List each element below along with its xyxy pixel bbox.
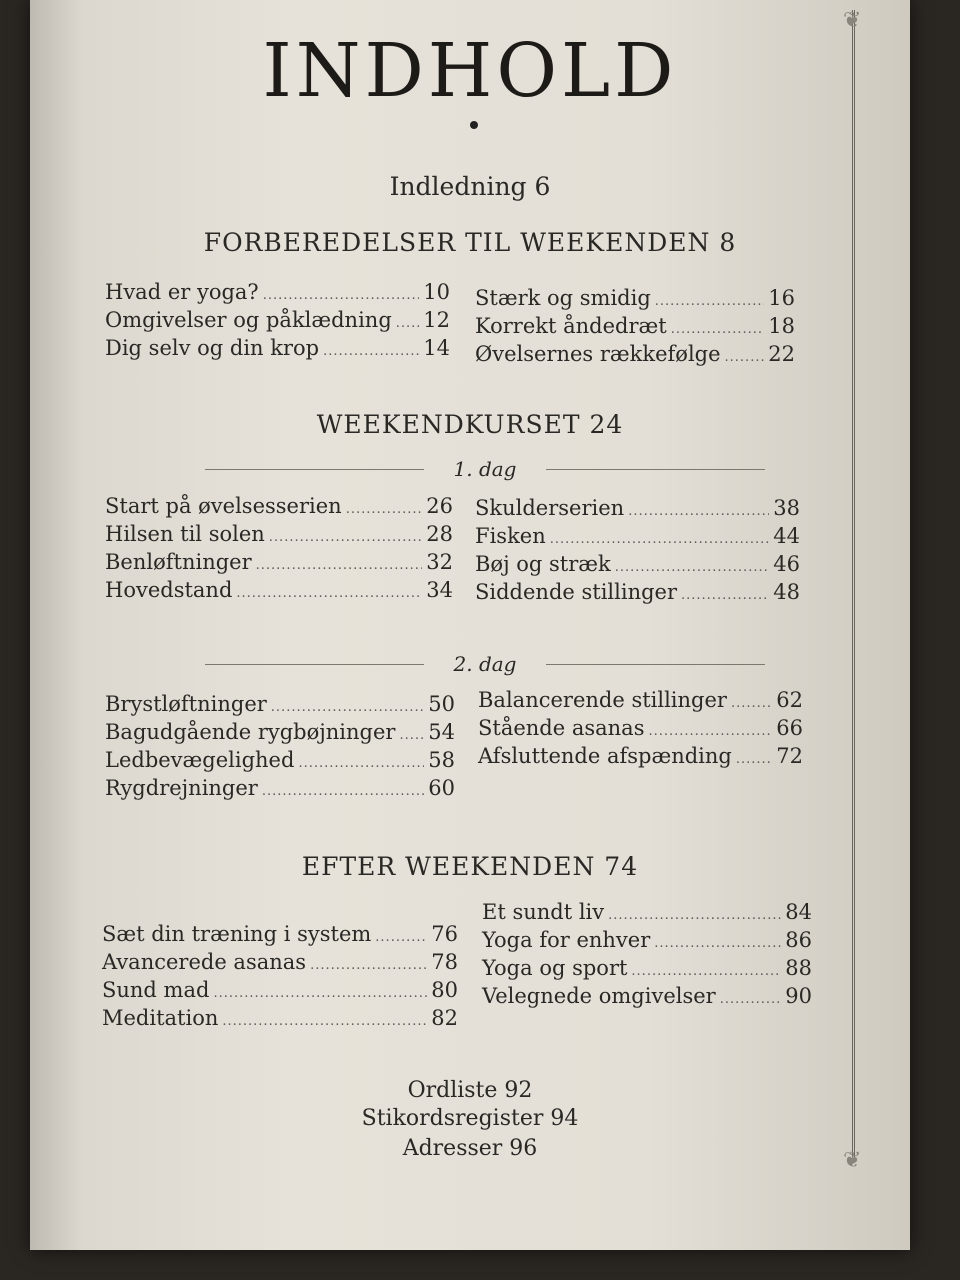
toc-entry [475,524,800,552]
toc-entry-title: Skulderserien [475,496,625,520]
toc-entry-page: 38 [773,496,800,520]
dot-leader [654,936,781,951]
toc-entry-page: 80 [431,978,458,1002]
dot-leader [631,964,781,979]
page-title: INDHOLD [262,28,678,114]
dot-leader [310,958,427,973]
toc-entry-page: 12 [423,308,450,332]
dot-leader [725,350,765,365]
divider-rule [546,469,765,470]
dot-leader [720,992,782,1007]
toc-column-left [105,280,450,364]
toc-entry [105,336,450,364]
toc-column-left [105,494,453,606]
toc-entry [475,286,795,314]
toc-entry [105,280,450,308]
divider-rule [205,469,424,470]
toc-entry-page: 14 [423,336,450,360]
toc-entry-page: 28 [426,522,453,546]
toc-entry [475,342,795,370]
day-label: 1. dag [453,457,517,481]
toc-entry-page: 44 [773,524,800,548]
toc-entry [478,688,803,716]
toc-entry-title: Ledbevægelighed [105,748,295,772]
toc-entry-page: 16 [768,286,795,310]
dot-leader [346,502,423,517]
toc-entry-page: 66 [776,716,803,740]
toc-entry [482,928,812,956]
toc-entry [105,748,455,776]
dot-leader [263,288,420,303]
toc-entry-page: 76 [431,922,458,946]
toc-entry-title: Balancerende stillinger [478,688,727,712]
toc-entry [105,522,453,550]
toc-entry-title: Brystløftninger [105,692,267,716]
day-divider [205,652,765,676]
toc-entry-title: Bagudgående rygbøjninger [105,720,396,744]
toc-entry [482,956,812,984]
dot-leader [213,986,427,1001]
toc-entry-title: Et sundt liv [482,900,605,924]
toc-entry-title: Hilsen til solen [105,522,265,546]
toc-entry-title: Omgivelser og påklædning [105,308,392,332]
toc-entry-page: 60 [428,776,455,800]
dot-leader [736,752,772,767]
toc-back-entry: Ordliste 92 [407,1078,533,1103]
dot-leader [648,724,772,739]
toc-column-right [482,900,812,1012]
toc-back-entry: Adresser 96 [402,1136,538,1161]
toc-entry [482,900,812,928]
dot-leader [236,586,422,601]
dot-leader [298,756,424,771]
toc-entry-page: 10 [423,280,450,304]
toc-entry-title: Stående asanas [478,716,645,740]
toc-entry-title: Øvelsernes rækkefølge [475,342,721,366]
toc-entry [475,314,795,342]
toc-entry [475,496,800,524]
toc-column-right [478,688,803,772]
toc-entry-title: Afsluttende afspænding [478,744,732,768]
dot-leader [396,316,419,331]
dot-leader [375,930,427,945]
toc-entry-page: 34 [426,578,453,602]
toc-entry-title: Bøj og stræk [475,552,611,576]
toc-entry-page: 62 [776,688,803,712]
toc-entry [105,550,453,578]
toc-entry-title: Meditation [102,1006,219,1030]
toc-entry [105,692,455,720]
toc-entry [475,580,800,608]
toc-entry-title: Korrekt åndedræt [475,314,667,338]
toc-entry-title: Hovedstand [105,578,233,602]
toc-entry-page: 82 [431,1006,458,1030]
section-heading: FORBEREDELSER TIL WEEKENDEN 8 [203,228,737,257]
toc-entry-title: Velegnede omgivelser [482,984,716,1008]
toc-entry-title: Sæt din træning i system [102,922,372,946]
day-divider [205,457,765,481]
section-heading: EFTER WEEKENDEN 74 [301,852,639,881]
toc-entry-title: Yoga og sport [482,956,628,980]
dot-leader [608,908,781,923]
toc-entry [105,578,453,606]
toc-entry [102,922,458,950]
toc-entry-page: 58 [428,748,455,772]
toc-entry-title: Siddende stillinger [475,580,678,604]
toc-back-entry: Stikordsregister 94 [361,1106,579,1131]
toc-column-left [105,692,455,804]
toc-entry-title: Stærk og smidig [475,286,651,310]
toc-intro-entry: Indledning 6 [389,172,551,201]
dot-leader [628,504,769,519]
dot-leader [262,784,424,799]
toc-column-right [475,496,800,608]
toc-entry [102,978,458,1006]
toc-entry-page: 90 [785,984,812,1008]
toc-entry-page: 32 [426,550,453,574]
corner-ornament-icon: ❦ [843,8,862,33]
toc-entry-page: 50 [428,692,455,716]
toc-column-left [102,922,458,1034]
toc-entry-page: 26 [426,494,453,518]
toc-entry-title: Benløftninger [105,550,252,574]
toc-entry [478,716,803,744]
dot-leader [323,344,419,359]
dot-leader [550,532,770,547]
toc-entry-title: Start på øvelsesserien [105,494,342,518]
toc-entry [478,744,803,772]
day-label: 2. dag [453,652,517,676]
toc-entry-title: Dig selv og din krop [105,336,320,360]
dot-leader [269,530,422,545]
toc-entry [482,984,812,1012]
divider-rule [205,664,424,665]
toc-entry-title: Rygdrejninger [105,776,258,800]
toc-entry [105,720,455,748]
toc-entry-page: 72 [776,744,803,768]
divider-rule [546,664,765,665]
dot-leader [615,560,770,575]
toc-entry-page: 54 [428,720,455,744]
toc-entry-page: 88 [785,956,812,980]
corner-ornament-icon: ❦ [843,1148,862,1173]
dot-leader [271,700,424,715]
toc-entry-title: Yoga for enhver [482,928,651,952]
toc-entry-title: Sund mad [102,978,210,1002]
toc-column-right [475,286,795,370]
dot-leader [256,558,423,573]
toc-entry-page: 22 [768,342,795,366]
toc-entry-page: 78 [431,950,458,974]
toc-entry [105,494,453,522]
toc-entry-title: Fisken [475,524,546,548]
toc-entry-title: Hvad er yoga? [105,280,259,304]
toc-entry-page: 46 [773,552,800,576]
toc-entry [105,308,450,336]
toc-entry [102,950,458,978]
toc-entry-page: 86 [785,928,812,952]
dot-leader [731,696,772,711]
dot-leader [681,588,769,603]
toc-entry [105,776,455,804]
book-page [30,0,910,1250]
toc-entry-page: 84 [785,900,812,924]
dot-leader [399,728,424,743]
dot-leader [671,322,765,337]
dot-leader [655,294,764,309]
dot-leader [222,1014,427,1029]
toc-entry-page: 18 [768,314,795,338]
toc-entry-page: 48 [773,580,800,604]
toc-entry [475,552,800,580]
section-heading: WEEKENDKURSET 24 [316,410,624,439]
toc-entry [102,1006,458,1034]
toc-entry-title: Avancerede asanas [102,950,307,974]
